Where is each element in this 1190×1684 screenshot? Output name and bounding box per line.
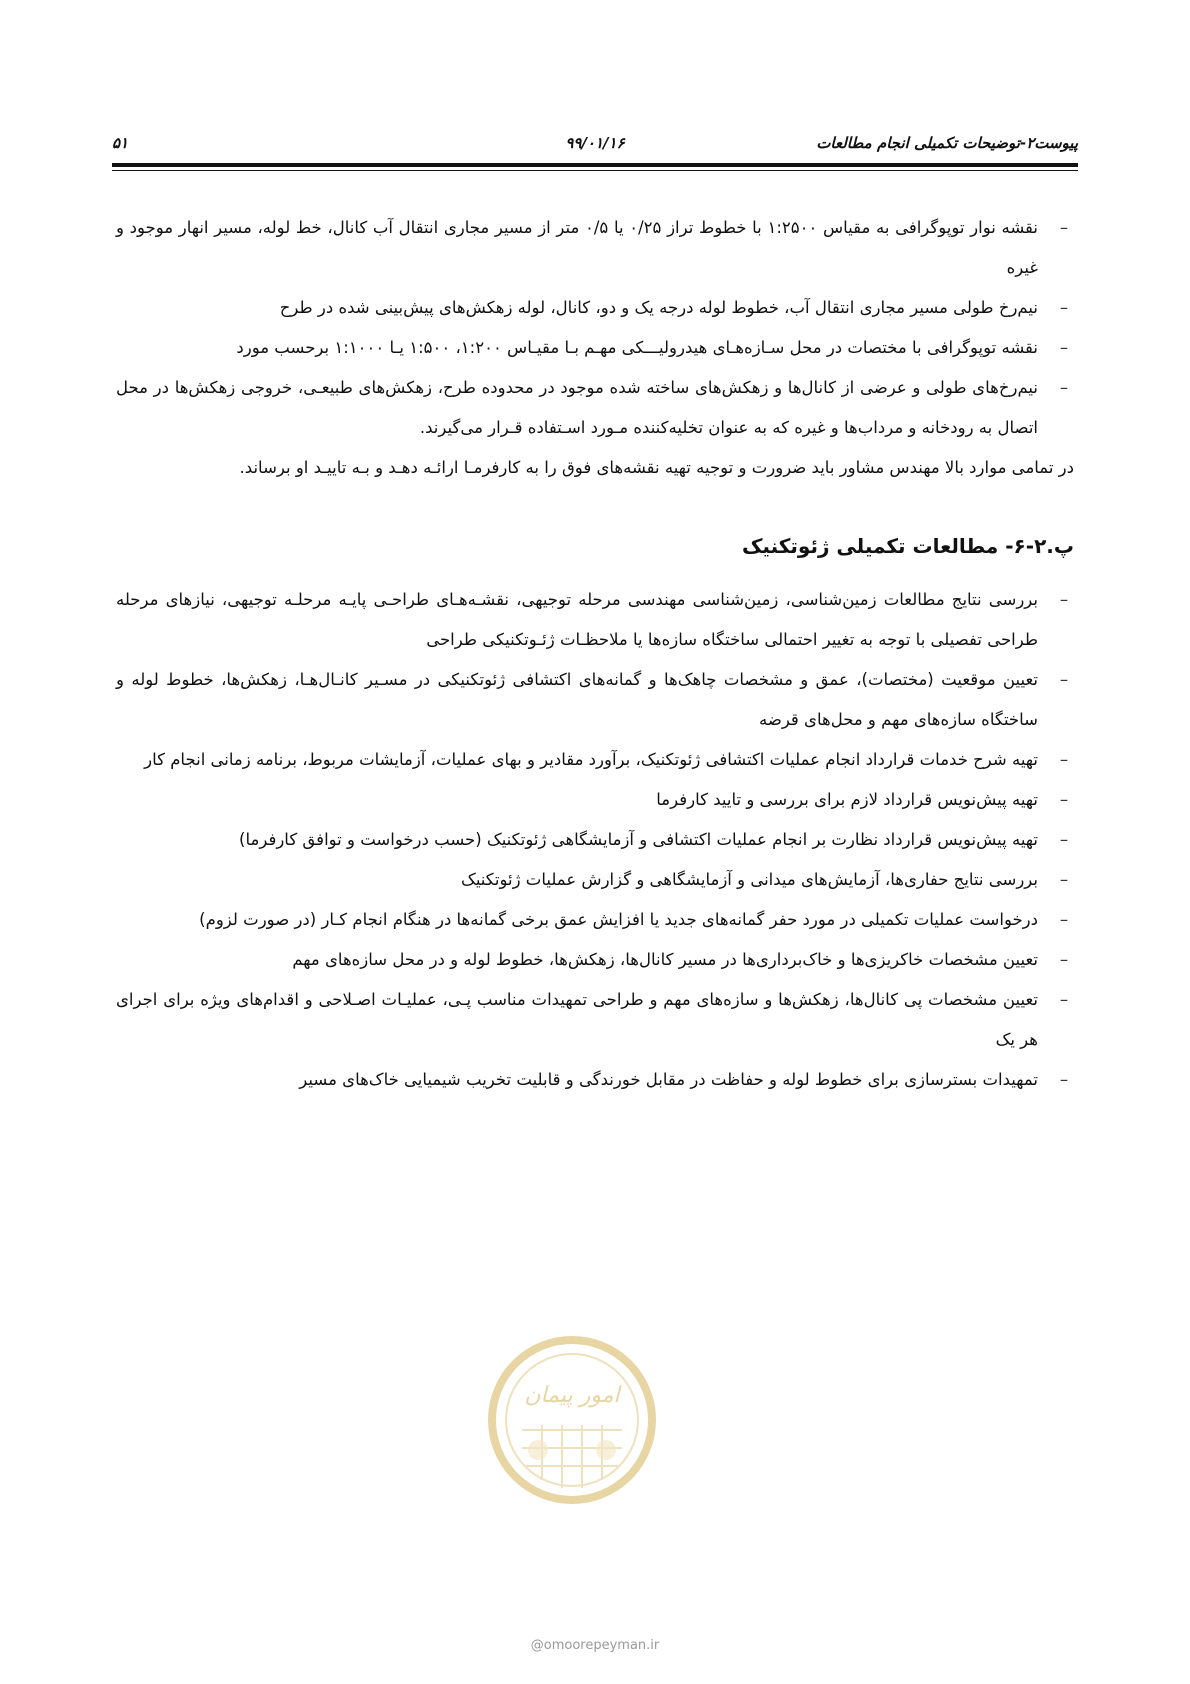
dash-marker: – [1059, 750, 1069, 769]
list-item-text: تهیه پیش‌نویس قرارداد نظارت بر انجام عملیات اکتشافی و آزمایشگاهی ژئوتکنیک (حسب درخواست و توافق کارفرما) [239, 830, 1038, 849]
list-item [116, 860, 1074, 900]
list-item [116, 980, 1074, 1060]
dash-marker: – [1059, 910, 1069, 929]
list-item [116, 820, 1074, 860]
document-body [116, 208, 1074, 1100]
watermark-logo [482, 1330, 662, 1520]
dash-marker: – [1059, 870, 1069, 889]
dash-marker: – [1059, 378, 1069, 397]
dash-marker: – [1059, 590, 1069, 609]
watermark-text: امور پیمان [524, 1383, 620, 1408]
list-item-text: تعیین موقعیت (مختصات)، عمق و مشخصات چاهک‌ها و گمانه‌های اکتشافی ژئوتکنیکی در مسـیر کانـال‌هـا، زهکش‌ها، خطوط لوله و ساختگاه سازه‌های مهم و محل‌های قرضه [116, 670, 1038, 729]
list-item-text: تمهیدات بسترسازی برای خطوط لوله و حفاظت در مقابل خورندگی و قابلیت تخریب شیمیایی خاک‌های مسیر [299, 1070, 1038, 1089]
list-item [116, 740, 1074, 780]
header-rule-thick [112, 163, 1078, 167]
header-rule-thin [112, 170, 1078, 171]
geotechnical-list [116, 580, 1074, 1100]
dash-marker: – [1059, 790, 1069, 809]
list-item-text: درخواست عملیات تکمیلی در مورد حفر گمانه‌های جدید یا افزایش عمق برخی گمانه‌ها در هنگام انجام کـار (در صورت لزوم) [199, 910, 1038, 929]
list-item-text: تهیه شرح خدمات قرارداد انجام عملیات اکتشافی ژئوتکنیک، برآورد مقادیر و بهای عملیات، آزمایشات مربوط، برنامه زمانی انجام کار [144, 750, 1038, 769]
list-item-text: بررسی نتایج حفاری‌ها، آزمایش‌های میدانی و آزمایشگاهی و گزارش عملیات ژئوتکنیک [461, 870, 1038, 889]
dash-marker: – [1059, 990, 1069, 1009]
list-item [116, 780, 1074, 820]
section-heading: پ.۲-۶- مطالعات تکمیلی ژئوتکنیک [741, 534, 1074, 558]
list-item-text: نیم‌رخ‌های طولی و عرضی از کانال‌ها و زهکش‌های ساخته شده موجود در محدوده طرح، زهکش‌های طبیعـی، خروجی زهکش‌ها در محل اتصال به رودخانه و مرداب‌ها و غیره که به عنوان تخلیه‌کننده مـورد اسـتفاده قـرار می‌گیرند. [116, 378, 1038, 437]
list-item [116, 368, 1074, 448]
body-paragraph: در تمامی موارد بالا مهندس مشاور باید ضرورت و توجیه تهیه نقشه‌های فوق را به کارفرمـا ارائـه دهـد و بـه تاییـد او برساند. [239, 458, 1074, 477]
list-item-text: تهیه پیش‌نویس قرارداد لازم برای بررسی و تایید کارفرما [656, 790, 1038, 809]
header-title: پیوست۲-توضیحات تکمیلی انجام مطالعات [816, 134, 1078, 152]
header-date: ۹۹/۰۱/۱۶ [565, 134, 625, 152]
list-item-text: بررسی نتایج مطالعات زمین‌شناسی، زمین‌شناسی مهندسی مرحله توجیهی، نقشـه‌هـای طراحـی پایـه مرحلـه توجیهی، نیازهای مرحله طراحی تفصیلی با توجه به تغییر احتمالی ساختگاه سازه‌ها یا ملاحظـات ژئـوتکنیکی طراحی [116, 590, 1038, 649]
dash-marker: – [1059, 298, 1069, 317]
map-requirements-list [116, 208, 1074, 448]
dash-marker: – [1059, 830, 1069, 849]
dash-marker: – [1059, 338, 1069, 357]
dash-marker: – [1059, 218, 1069, 237]
dash-marker: – [1059, 950, 1069, 969]
list-item [116, 1060, 1074, 1100]
list-item-text: نیم‌رخ طولی مسیر مجاری انتقال آب، خطوط لوله درجه یک و دو، کانال، لوله زهکش‌های پیش‌بینی شده در طرح [279, 298, 1038, 317]
list-item [116, 328, 1074, 368]
dash-marker: – [1059, 1070, 1069, 1089]
seal-icon [482, 1330, 662, 1520]
page-header [112, 128, 1078, 158]
list-item-text: نقشه توپوگرافی با مختصات در محل سـازه‌هـای هیدرولیـــکی مهـم بـا مقیـاس ۱:۲۰۰، ۱:۵۰۰ یـا ۱:۱۰۰۰ برحسب مورد [236, 338, 1038, 357]
list-item-text: تعیین مشخصات خاکریزی‌ها و خاک‌برداری‌ها در مسیر کانال‌ها، زهکش‌ها، خطوط لوله و در محل سازه‌های مهم [292, 950, 1038, 969]
website-footer: @omoorepeyman.ir [530, 1638, 660, 1653]
list-item-text: نقشه نوار توپوگرافی به مقیاس ۱:۲۵۰۰ با خطوط تراز ۰/۲۵ یا ۰/۵ متر از مسیر مجاری انتقال آب کانال، خط لوله، مسیر انهار موجود و غیره [116, 218, 1038, 277]
list-item [116, 940, 1074, 980]
list-item [116, 288, 1074, 328]
list-item-text: تعیین مشخصات پی کانال‌ها، زهکش‌ها و سازه‌های مهم و طراحی تمهیدات مناسب پـی، عملیـات اصـلاحی و اقدام‌های ویژه برای اجرای هر یک [116, 990, 1038, 1049]
page-number: ۵۱ [112, 134, 129, 152]
list-item [116, 660, 1074, 740]
list-item [116, 900, 1074, 940]
list-item [116, 580, 1074, 660]
list-item [116, 208, 1074, 288]
dash-marker: – [1059, 670, 1069, 689]
